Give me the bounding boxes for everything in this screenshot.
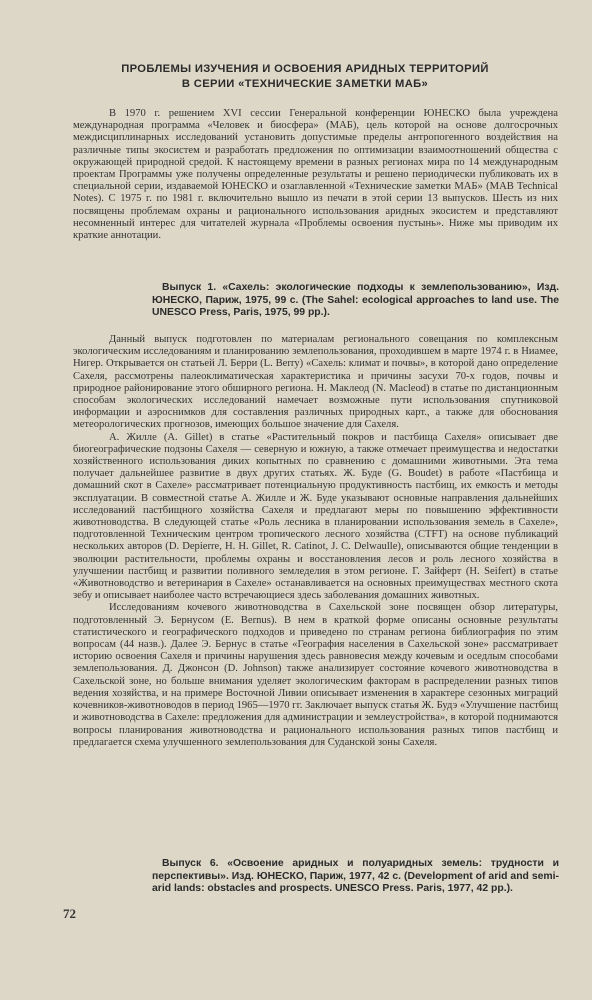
issue-6-heading-text: Выпуск 6. «Освоение аридных и полуаридных земель: трудности и перспективы». Изд. ЮНЕСКО, Париж, 1977, 42 с. (Development of arid and semi-arid lands: obstacles and prospects. UNESCO Press. Paris, 1977, 42 pp.). xyxy=(152,858,559,895)
issue-1-body xyxy=(73,334,558,749)
article-title-line-1: ПРОБЛЕМЫ ИЗУЧЕНИЯ И ОСВОЕНИЯ АРИДНЫХ ТЕРРИТОРИЙ xyxy=(121,63,489,75)
article-title-line-2: В СЕРИИ «ТЕХНИЧЕСКИЕ ЗАМЕТКИ МАБ» xyxy=(181,78,429,90)
intro-section xyxy=(73,108,558,242)
issue-1-paragraph-2: А. Жилле (A. Gillet) в статье «Растительный покров и пастбища Сахеля» описывает две биогеографические подзоны Сахеля — северную и южную, а также отмечает преимущества и недостатки хозяйственного использования диких копытных по сравнению с домашними животными. Эта тема получает дальнейшее развитие в двух других статьях. Ж. Буде (G. Boudet) в работе «Пастбища и домашний скот в Сахеле» рассматривает потенциальную продуктивность пастбищ, их емкость и методы эксплуатации. В совместной статье А. Жилле и Ж. Буде указывают основные направления дальнейших исследований пастбищного хозяйства Сахеля и предлагают меры по повышению эффективности животноводства. В следующей статье «Роль лесника в планировании использования земель в Сахеле», подготовленной Техническим центром тропического лесного хозяйства (CTFT) на основе публикаций нескольких авторов (D. Depierre, H. H. Gillet, R. Catinot, J. C. Delwaulle), описываются общие тенденции в эволюции растительности, проблемы охраны и восстановления лесов и роль лесного хозяйства в улучшении пастбищ и развитии поливного земледелия в этом регионе. Г. Зайферт (H. Seifert) в статье «Животноводство и ветеринария в Сахеле» останавливается на основных преимуществах местного скота зебу и описывает наиболее часто встречающиеся здесь заболевания домашних животных. xyxy=(73,431,558,602)
article-title xyxy=(60,62,550,92)
issue-1-heading-text: Выпуск 1. «Сахель: экологические подходы к землепользованию», Изд. ЮНЕСКО, Париж, 1975, 99 с. (The Sahel: ecological approaches to land use. The UNESCO Press, Paris, 1975, 99 pp.). xyxy=(152,282,559,319)
page-number: 72 xyxy=(63,906,76,921)
issue-1-heading xyxy=(152,282,559,320)
issue-6-heading xyxy=(152,858,559,896)
issue-1-paragraph-3: Исследованиям кочевого животноводства в Сахельской зоне посвящен обзор литературы, подготовленный Э. Бернусом (E. Bernus). В нем в краткой форме описаны основные результаты статистического и географического подходов и приведено по странам региона библиография по этим вопросам (44 назв.). Далее Э. Бернус в статье «География населения в Сахельской зоне» рассматривает историю освоения Сахеля и причины нарушения здесь равновесия между кочевым и оседлым способами землепользования. Д. Джонсон (D. Johnson) также анализирует состояние кочевого животноводства в Сахельской зоне, но больше внимания уделяет экологическим факторам в распределении разных типов ведения хозяйства, и на примере Восточной Ливии описывает изменения в характере сезонных миграций кочевников-животноводов в период 1965—1970 гг. Заключает выпуск статья Ж. Будэ «Улучшение пастбищ и животноводства в Сахеле: предложения для администрации и землеустройства», в которой поднимаются вопросы планирования животноводства и рационального использования разных типов пастбищ и предлагается схема улучшенного землепользования для Суданской зоны Сахеля. xyxy=(73,602,558,748)
issue-1-paragraph-1: Данный выпуск подготовлен по материалам регионального совещания по комплексным экологическим исследованиям и планированию землепользования, проходившем в марте 1974 г. в Ниамее, Нигер. Открывается он статьей Л. Берри (L. Berry) «Сахель: климат и почвы», в которой дано определение Сахеля, рассмотрены палеоклиматическая характеристика и причины засухи 70-х годов, почвы и природное районирование этого обширного региона. Н. Маклеод (N. Macleod) в статье по дистанционным способам экологических исследований намечает возможные пути использования спутниковой информации и аэроснимков для составления различных природных карт., а также для обоснования метеорологических прогнозов, имеющих большое значение для Сахеля. xyxy=(73,334,558,431)
intro-paragraph: В 1970 г. решением XVI сессии Генеральной конференции ЮНЕСКО была учреждена международная программа «Человек и биосфера» (МАБ), цель которой на основе долгосрочных междисциплинарных исследований установить допустимые пределы антропогенного воздействия на различные типы экосистем и разработать предложения по оптимизации взаимоотношений общества с окружающей природной средой. К настоящему времени в разных регионах мира по 14 международным проектам Программы уже получены определенные результаты и решено периодически публиковать их в специальной серии, издаваемой ЮНЕСКО и озаглавленной «Технические заметки МАБ» (MAB Technical Notes). С 1975 г. по 1981 г. включительно вышло из печати в этой серии 13 выпусков. Шесть из них посвящены проблемам охраны и рационального использования аридных экосистем и представляют несомненный интерес для читателей журнала «Проблемы освоения пустынь». Ниже мы приводим их краткие аннотации. xyxy=(73,108,558,242)
